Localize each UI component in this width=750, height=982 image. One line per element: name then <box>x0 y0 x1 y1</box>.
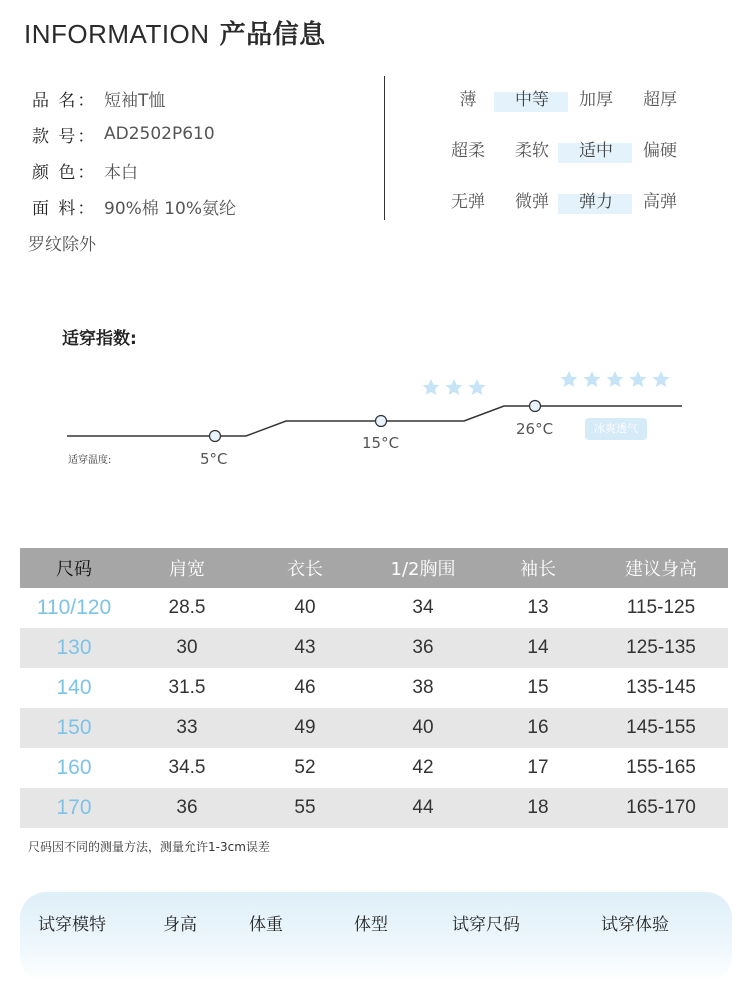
table-cell: 145-155 <box>594 708 728 748</box>
table-cell: 30 <box>128 628 246 668</box>
star-icon <box>607 371 624 387</box>
right-stars-icon <box>561 371 670 387</box>
wear-index-graphic <box>0 350 750 480</box>
softness-scale <box>436 137 696 188</box>
header-shoulder: 肩宽 <box>128 548 246 588</box>
info-label: 款 号： <box>32 126 97 147</box>
size-table <box>20 548 728 828</box>
try-header-weight: 体重 <box>249 915 283 935</box>
table-cell: 16 <box>482 708 594 748</box>
table-cell: 44 <box>364 788 482 828</box>
star-icon <box>584 371 601 387</box>
try-header-height: 身高 <box>163 915 197 935</box>
table-cell: 42 <box>412 757 434 778</box>
info-value: 短袖T恤 <box>104 90 166 111</box>
table-cell: 115-125 <box>626 597 696 618</box>
star-icon <box>469 379 486 395</box>
table-cell: 31.5 <box>168 677 206 698</box>
table-cell: 46 <box>294 677 316 698</box>
info-row-fabric <box>32 188 362 224</box>
size-code: 160 <box>56 756 92 779</box>
size-code: 130 <box>20 628 128 668</box>
star-icon <box>630 371 647 387</box>
table-cell: 36 <box>128 788 246 828</box>
header-height: 建议身高 <box>594 548 728 588</box>
table-cell: 125-135 <box>594 628 728 668</box>
thickness-option: 超厚 <box>643 90 677 110</box>
table-cell: 36 <box>364 628 482 668</box>
star-icon <box>423 379 440 395</box>
size-code: 170 <box>20 788 128 828</box>
cool-badge: 冰爽透气 <box>585 418 647 440</box>
table-cell: 40 <box>294 597 316 618</box>
info-value: 本白 <box>104 162 138 183</box>
header-chest: 1/2胸围 <box>364 548 482 588</box>
info-label: 颜 色： <box>32 162 97 183</box>
thickness-scale <box>436 86 696 137</box>
thickness-option-selected: 中等 <box>500 86 564 114</box>
table-cell: 155-165 <box>626 757 696 778</box>
page-title <box>24 14 326 51</box>
table-row <box>20 588 728 628</box>
attribute-scales <box>436 86 696 239</box>
table-cell: 34 <box>412 597 434 618</box>
table-row <box>20 748 728 788</box>
divider <box>384 76 385 220</box>
table-cell: 34.5 <box>168 757 206 778</box>
temp-label-5: 5°C <box>200 450 228 468</box>
table-cell: 33 <box>128 708 246 748</box>
table-cell: 49 <box>246 708 364 748</box>
softness-option: 超柔 <box>451 141 485 161</box>
star-icon <box>446 379 463 395</box>
measurement-note: 尺码因不同的测量方法，测量允许1-3cm误差 <box>28 840 270 854</box>
elasticity-scale <box>436 188 696 239</box>
header-size: 尺码 <box>20 548 128 588</box>
table-cell: 55 <box>246 788 364 828</box>
star-icon <box>561 371 578 387</box>
table-cell: 28.5 <box>168 597 206 618</box>
elasticity-option: 无弹 <box>451 192 485 212</box>
try-header-body: 体型 <box>354 915 388 935</box>
temp-marker-15 <box>376 416 387 427</box>
title-en: INFORMATION <box>24 19 210 49</box>
size-table-header <box>20 548 728 588</box>
thickness-option: 薄 <box>459 90 477 110</box>
info-row-name <box>32 80 362 116</box>
wear-axis-label: 适穿温度: <box>68 455 112 466</box>
info-row-style-no <box>32 116 362 152</box>
temp-marker-5 <box>210 431 221 442</box>
header-sleeve: 袖长 <box>482 548 594 588</box>
elasticity-option: 高弹 <box>643 192 677 212</box>
table-cell: 165-170 <box>594 788 728 828</box>
temp-marker-26 <box>530 401 541 412</box>
softness-option: 柔软 <box>515 141 549 161</box>
try-header-experience: 试穿体验 <box>601 915 669 935</box>
table-row <box>20 788 728 828</box>
softness-option: 偏硬 <box>643 141 677 161</box>
table-cell: 43 <box>246 628 364 668</box>
header-length: 衣长 <box>246 548 364 588</box>
product-info <box>28 80 362 260</box>
table-cell: 18 <box>482 788 594 828</box>
softness-option-selected: 适中 <box>564 137 628 165</box>
table-cell: 13 <box>527 597 549 618</box>
left-stars-icon <box>423 379 486 395</box>
title-cn: 产品信息 <box>219 20 326 50</box>
table-cell: 38 <box>412 677 434 698</box>
elasticity-option-selected: 弹力 <box>564 188 628 216</box>
temp-label-26: 26°C <box>516 420 554 438</box>
table-cell: 135-145 <box>626 677 696 698</box>
temp-label-15: 15°C <box>362 434 400 452</box>
size-code: 110/120 <box>36 596 112 619</box>
size-code: 150 <box>20 708 128 748</box>
info-label: 面 料： <box>32 198 97 219</box>
info-row-color <box>32 152 362 188</box>
wear-index-title: 适穿指数: <box>62 329 137 349</box>
info-value: AD2502P610 <box>104 124 215 144</box>
info-extra-note: 罗纹除外 <box>28 234 96 255</box>
table-cell: 40 <box>364 708 482 748</box>
size-code: 140 <box>56 676 92 699</box>
table-cell: 52 <box>294 757 316 778</box>
table-row <box>20 628 728 668</box>
table-cell: 14 <box>482 628 594 668</box>
star-icon <box>653 371 670 387</box>
try-header-size: 试穿尺码 <box>452 915 520 935</box>
table-row <box>20 668 728 708</box>
elasticity-option: 微弹 <box>515 192 549 212</box>
info-label: 品 名： <box>32 90 97 111</box>
try-header-model: 试穿模特 <box>38 915 106 935</box>
table-cell: 15 <box>527 677 549 698</box>
table-row <box>20 708 728 748</box>
table-cell: 17 <box>527 757 549 778</box>
try-on-panel <box>20 892 732 982</box>
thickness-option: 加厚 <box>579 90 613 110</box>
info-value: 90%棉 10%氨纶 <box>104 198 236 219</box>
